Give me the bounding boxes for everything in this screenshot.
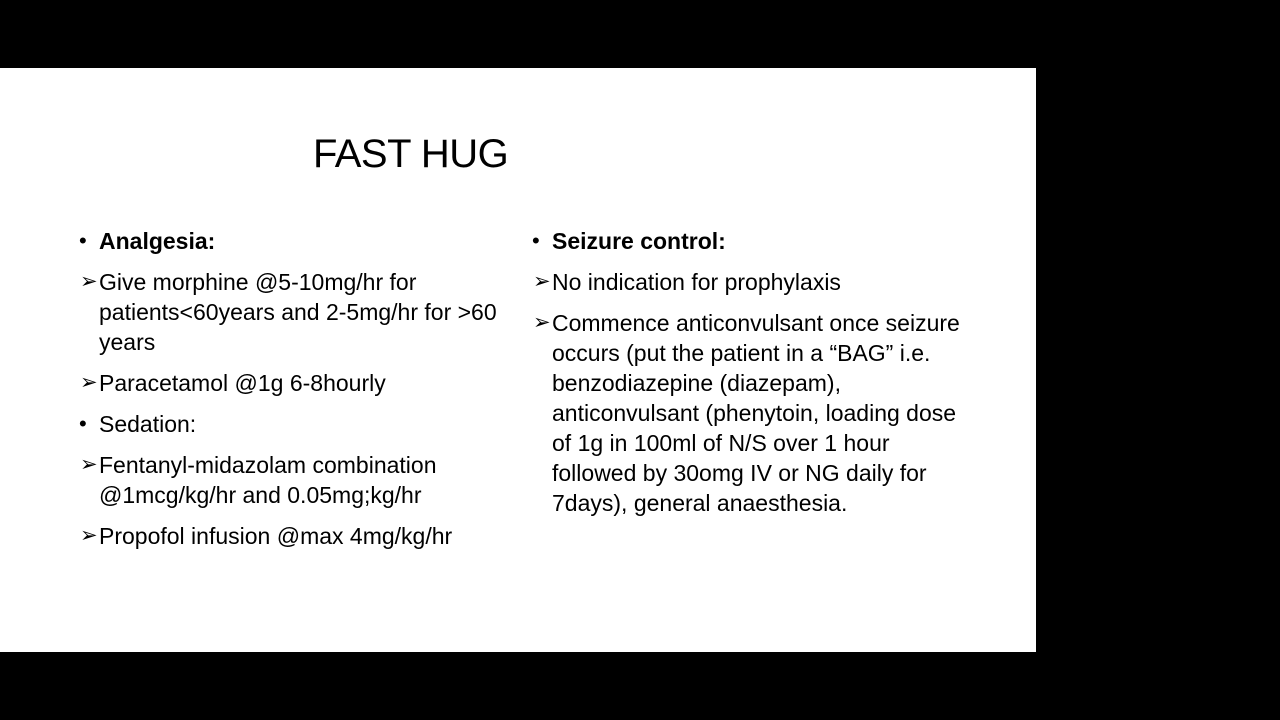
list-item (78, 409, 508, 439)
list-item-text: Sedation: (99, 411, 197, 437)
list-item-text: Fentanyl-midazolam combination @1mcg/kg/hr and 0.05mg;kg/hr (99, 452, 437, 508)
arrow-bullet-icon: ➢ (80, 270, 98, 293)
list-item (531, 267, 971, 297)
list-item (78, 267, 508, 357)
list-item (531, 308, 971, 518)
right-column (531, 226, 971, 529)
list-item-text: Seizure control: (552, 228, 726, 254)
list-item (78, 521, 508, 551)
arrow-bullet-icon: ➢ (533, 270, 551, 293)
list-item (78, 368, 508, 398)
list-item (78, 226, 508, 256)
arrow-bullet-icon: ➢ (80, 371, 98, 394)
arrow-bullet-icon: ➢ (80, 524, 98, 547)
presentation-slide (0, 68, 1036, 652)
list-item (531, 226, 971, 256)
list-item-text: Commence anticonvulsant once seizure occurs (put the patient in a “BAG” i.e. benzodiazepine (diazepam), anticonvulsant (phenytoin, loading dose of 1g in 100ml of N/S over 1 hour followed by 30omg IV or NG daily for 7days), general anaesthesia. (552, 310, 960, 516)
bullet-icon: • (79, 228, 87, 253)
left-column (78, 226, 508, 562)
list-item-text: Paracetamol @1g 6-8hourly (99, 370, 386, 396)
slide-title: FAST HUG (313, 132, 509, 176)
bullet-icon: • (79, 411, 87, 436)
list-item-text: Propofol infusion @max 4mg/kg/hr (99, 523, 453, 549)
arrow-bullet-icon: ➢ (80, 453, 98, 476)
list-item-text: Give morphine @5-10mg/hr for patients<60years and 2-5mg/hr for >60 years (99, 269, 497, 355)
list-item-text: No indication for prophylaxis (552, 269, 841, 295)
arrow-bullet-icon: ➢ (533, 311, 551, 334)
bullet-icon: • (532, 228, 540, 253)
list-item (78, 450, 508, 510)
list-item-text: Analgesia: (99, 228, 216, 254)
